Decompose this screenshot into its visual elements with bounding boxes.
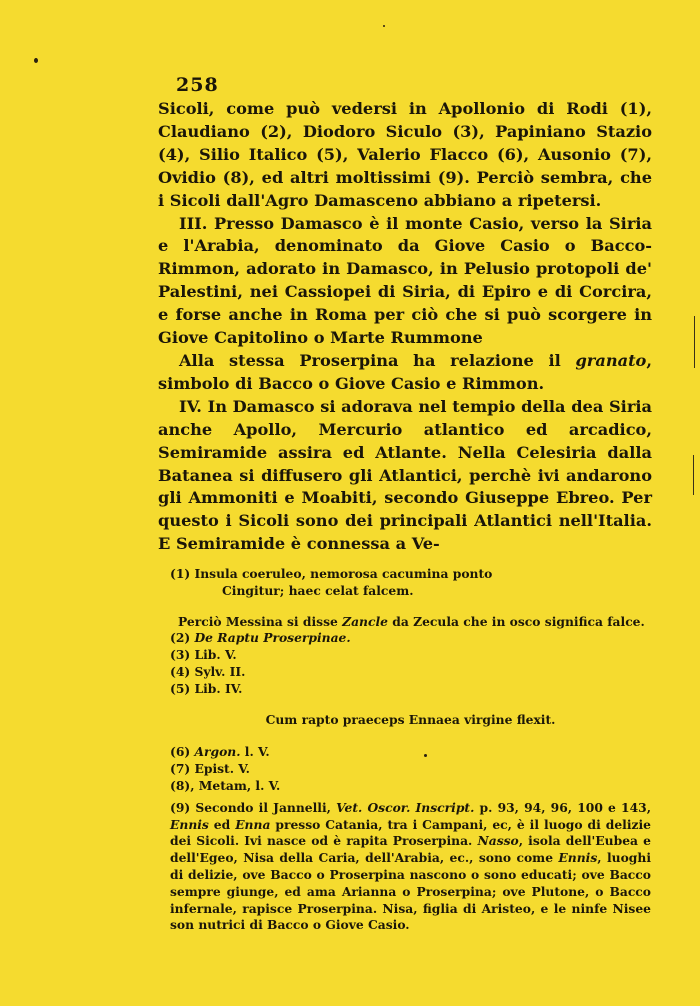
margin-mark [694, 316, 695, 368]
page-number: 258 [176, 74, 219, 96]
main-text [158, 98, 652, 556]
footnote-6-italic: Argon. [194, 744, 241, 760]
footnote-2-a: (2) [170, 630, 195, 646]
ink-speck [424, 754, 427, 757]
footnote-9-f: , luoghi di delizie, ove Bacco o Proserpina nascono o sono educati; ove Bacco sempre giunge, ed ama Arianna o Proserpina; ove Plutone, o Bacco infernale, rapisce Proserpina. Nisa, figlia di Aristeo, e le ninfe Nisee son nutrici di Bacco o Giove Casio. [170, 850, 651, 933]
footnote-5: (5) Lib. IV. [170, 680, 243, 696]
footnote-9 [170, 800, 651, 934]
footnote-9-e: , isola dell'Eubea e dell'Egeo, Nisa della Caria, dell'Arabia, ec., sono come [170, 833, 651, 866]
paragraph-1: Sicoli, come può vedersi in Apollonio di Rodi (1), Claudiano (2), Diodoro Siculo (3), Papiniano Stazio (4), Silio Italico (5), Valerio Flacco (6), Ausonio (7), Ovidio (8), ed altri moltissimi (9). Perciò sembra, che i Sicoli dall'Agro Damasceno abbiano a ripetersi. [158, 99, 652, 210]
paragraph-3-text-a: Alla stessa Proserpina ha relazione il [179, 350, 576, 370]
footnote-9-italic-4: Nasso [477, 833, 519, 849]
footnote-2 [170, 630, 651, 647]
footnote-6 [170, 744, 651, 761]
footnotes [170, 566, 651, 934]
footnote-2-italic: De Raptu Proserpinae. [194, 630, 351, 646]
footnote-5-quote: Cum rapto praeceps Ennaea virgine flexit. [265, 711, 556, 727]
paragraph-3-text-b: , simbolo di Bacco o Giove Casio e Rimmon. [158, 350, 652, 393]
footnote-9-d: presso Catania, tra i Campani, ec, è il luogo di delizie dei Sicoli. Ivi nasce od è rapita Proserpina. [170, 816, 651, 849]
paragraph-3-italic: granato [575, 350, 647, 370]
paragraph-3 [158, 350, 652, 396]
footnote-4: (4) Sylv. II. [170, 663, 246, 679]
ink-speck [383, 25, 385, 27]
footnote-9-b: p. 93, 94, 96, 100 e 143, [474, 799, 651, 815]
footnote-8: (8), Metam, l. V. [170, 777, 281, 793]
ink-speck [34, 58, 38, 63]
footnote-1-comment [170, 614, 651, 631]
footnote-7: (7) Epist. V. [170, 761, 250, 777]
footnote-1-comment-b: da Zecula che in osco significa falce. [387, 613, 645, 629]
footnote-9-italic-5: Ennis [558, 850, 598, 866]
footnote-9-a: (9) Secondo il Jannelli, [170, 799, 337, 815]
paragraph-2: III. Presso Damasco è il monte Casio, verso la Siria e l'Arabia, denominato da Giove Casio o Bacco-Rimmon, adorato in Damasco, in Pelusio protopoli de' Palestini, nei Cassiopei di Siria, di Epiro e di Corcira, e forse anche in Roma per ciò che si può scorgere in Giove Capitolino o Marte Rummone [158, 213, 652, 348]
paragraph-4: IV. In Damasco si adorava nel tempio della dea Siria anche Apollo, Mercurio atlantico ed arcadico, Semiramide assira ed Atlante. Nella Celesiria dalla Batanea si diffusero gli Atlantici, perchè ivi andarono gli Ammoniti e Moabiti, secondo Giuseppe Ebreo. Per questo i Sicoli sono dei principali Atlantici nell'Italia. E Semiramide è connessa a Ve- [158, 396, 652, 554]
footnote-1-comment-italic: Zancle [342, 613, 388, 629]
margin-mark [693, 455, 694, 495]
footnote-6-b: l. V. [240, 744, 270, 760]
footnote-6-a: (6) [170, 744, 195, 760]
footnote-9-italic-2: Ennis [170, 816, 209, 832]
footnote-9-c: ed [208, 816, 236, 832]
footnote-9-italic-1: Vet. Oscor. Inscript. [336, 799, 475, 815]
footnote-1-comment-a: Perciò Messina si disse [178, 613, 343, 629]
footnote-1-line-1: (1) Insula coeruleo, nemorosa cacumina ponto [170, 566, 493, 581]
footnote-3: (3) Lib. V. [170, 647, 237, 663]
footnote-1-line-2: Cingitur; haec celat falcem. [222, 582, 414, 598]
footnote-9-italic-3: Enna [235, 816, 271, 832]
